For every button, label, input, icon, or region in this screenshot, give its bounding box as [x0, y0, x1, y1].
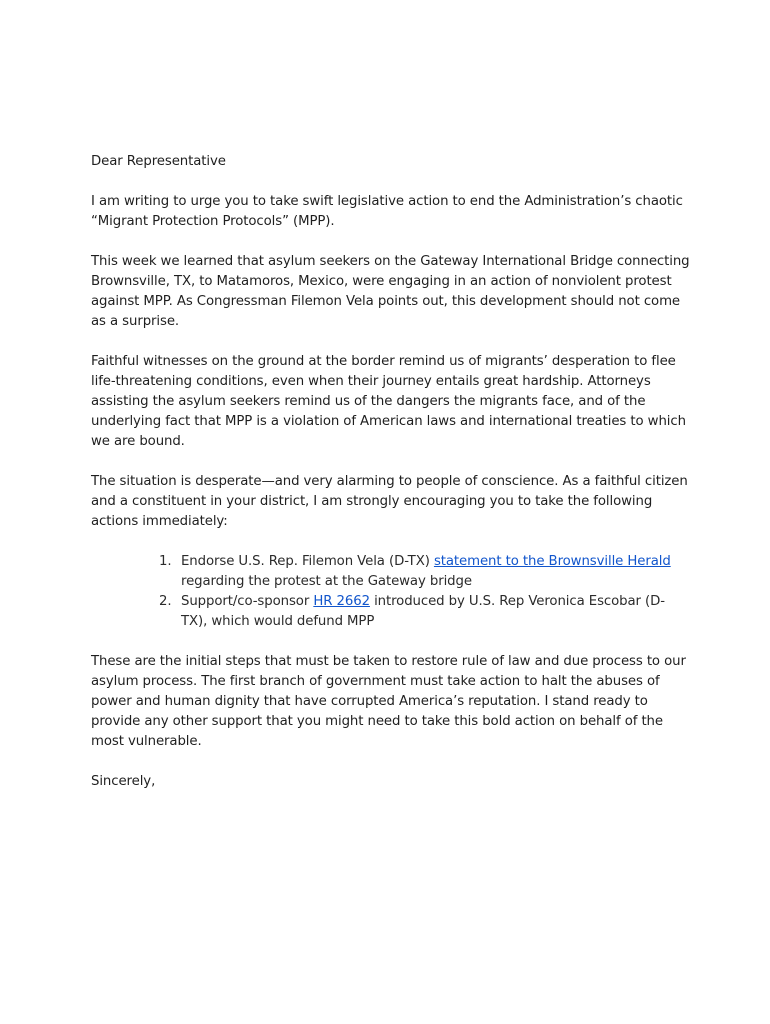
action-item-number: 2.: [159, 594, 172, 609]
action-list: [91, 552, 691, 632]
action-item-text: Endorse U.S. Rep. Filemon Vela (D-TX): [181, 554, 434, 569]
news-paragraph: This week we learned that asylum seekers on the Gateway International Bridge connecting Brownsville, TX, to Matamoros, Mexico, were engaging in an action of nonviolent protest against MPP. As Congressman Filemon Vela points out, this development should not come as a surprise.: [91, 254, 690, 329]
signoff: Sincerely,: [91, 774, 156, 789]
letter-document: [91, 152, 691, 812]
action-item-support-hr2662: [91, 592, 691, 632]
intro-paragraph: I am writing to urge you to take swift legislative action to end the Administration’s chaotic “Migrant Protection Protocols” (MPP).: [91, 194, 683, 229]
action-item-number: 1.: [159, 554, 172, 569]
action-item-text: Support/co-sponsor: [181, 594, 314, 609]
action-item-text: introduced by U.S. Rep Veronica Escobar (D-TX), which would defund MPP: [181, 594, 665, 629]
brownsville-herald-statement-link[interactable]: statement to the Brownsville Herald: [433, 554, 671, 569]
hr-2662-link[interactable]: HR 2662: [313, 594, 370, 609]
witnesses-paragraph: Faithful witnesses on the ground at the border remind us of migrants’ desperation to flee life-threatening conditions, even when their journey entails great hardship. Attorneys assisting the asylum seekers remind us of the dangers the migrants face, and of the underlying fact that MPP is a violation of American laws and international treaties to which we are bound.: [91, 354, 686, 449]
closing-paragraph: These are the initial steps that must be taken to restore rule of law and due process to our asylum process. The first branch of government must take action to halt the abuses of power and human dignity that have corrupted America’s reputation. I stand ready to provide any other support that you might need to take this bold action on behalf of the most vulnerable.: [91, 654, 686, 749]
situation-paragraph: The situation is desperate—and very alarming to people of conscience. As a faithful citizen and a constituent in your district, I am strongly encouraging you to take the following actions immediately:: [91, 474, 688, 529]
action-item-text: regarding the protest at the Gateway bridge: [181, 574, 472, 589]
action-item-endorse-vela: [91, 552, 691, 592]
salutation: Dear Representative: [91, 154, 226, 169]
